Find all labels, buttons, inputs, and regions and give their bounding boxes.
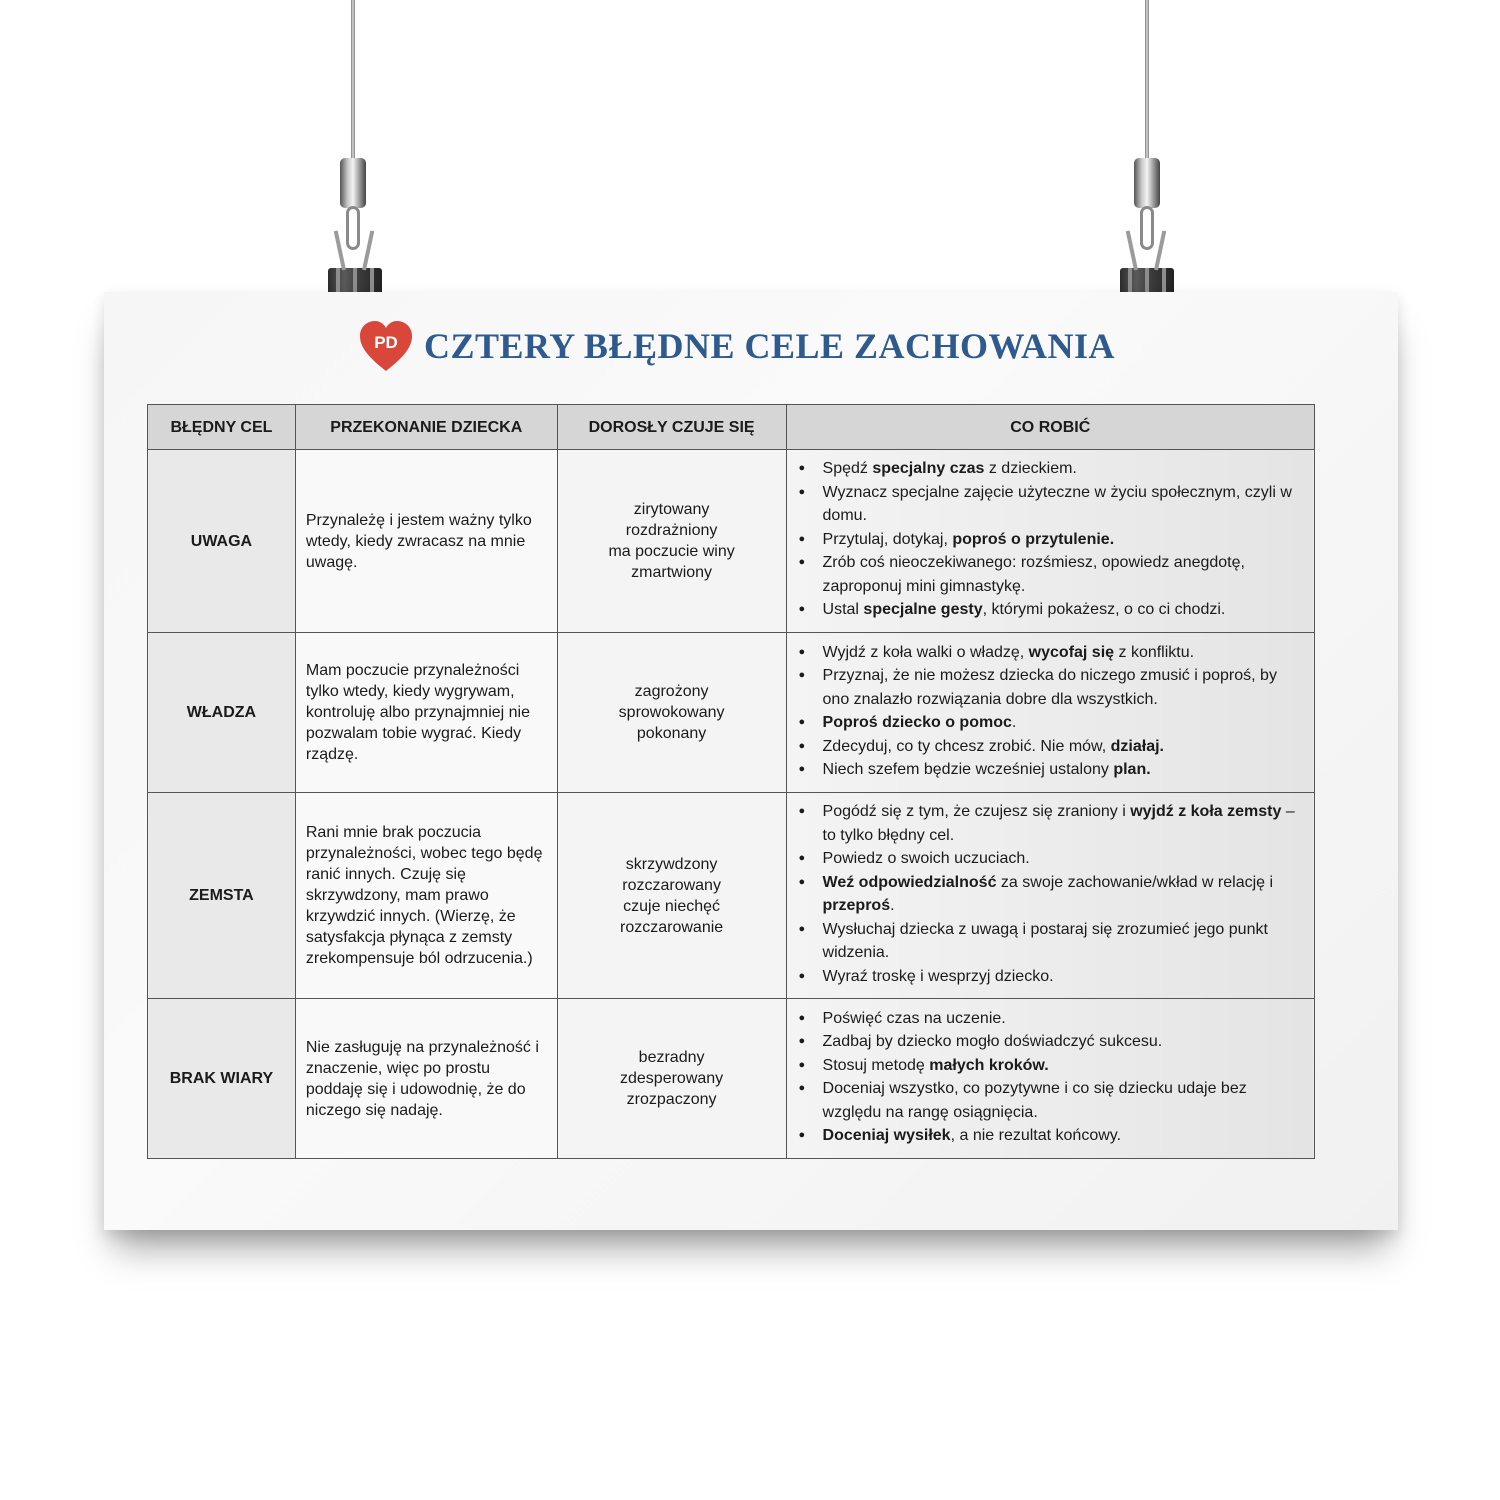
action-text: Zadbaj by dziecko mogło doświadczyć sukcesu.: [822, 1033, 1163, 1050]
action-item: [793, 1030, 1308, 1054]
belief-cell: Rani mnie brak poczucia przynależności, wobec tego będę ranić innych. Czuję się skrzywdzony, mam prawo krzywdzić innych. (Wierzę, że satysfakcja płynąca z zemsty zrekompensuje ból odrzucenia.): [295, 793, 557, 999]
feeling-item: czuje niechęć: [623, 897, 721, 915]
action-text-bold: wycofaj się: [1028, 643, 1115, 661]
action-text-bold: wyjdź z koła zemsty: [1130, 803, 1282, 820]
action-text: Przytulaj, dotykaj,: [822, 530, 953, 548]
belief-cell: Przynależę i jestem ważny tylko wtedy, kiedy zwracasz na mnie uwagę.: [295, 450, 557, 633]
poster: [104, 292, 1398, 1230]
action-item: [793, 481, 1308, 528]
actions-cell: [786, 793, 1314, 999]
action-item: [793, 1077, 1308, 1124]
action-text: Niech szefem będzie wcześniej ustalony: [822, 761, 1114, 778]
action-text: Spędź: [822, 460, 873, 478]
feeling-item: zirytowany: [633, 501, 710, 518]
action-text: , którymi pokażesz, o co ci chodzi.: [982, 601, 1226, 619]
feeling-item: rozdrażniony: [625, 522, 718, 539]
hanging-wire-right: [1145, 0, 1149, 165]
feeling-item: zagrożony: [634, 683, 709, 700]
action-text-bold: poproś o przytulenie.: [952, 530, 1115, 548]
goal-cell: BRAK WIARY: [148, 999, 296, 1159]
action-item: [793, 711, 1308, 735]
feeling-item: skrzywdzony: [625, 855, 718, 873]
action-text: Poświęć czas na uczenie.: [822, 1009, 1006, 1027]
table-row: [148, 450, 1315, 633]
action-text: Wyjdź z koła walki o władzę,: [822, 643, 1029, 661]
action-text: .: [890, 897, 895, 914]
actions-cell: [786, 633, 1314, 793]
action-text: Powiedz o swoich uczuciach.: [822, 850, 1030, 867]
belief-cell: Mam poczucie przynależności tylko wtedy, kiedy wygrywam, kontroluję albo przynajmniej nie pozwalam tobie wygrać. Kiedy rządzę.: [295, 633, 557, 793]
action-item: [793, 457, 1308, 481]
table-row: [148, 793, 1315, 999]
table-row: [148, 999, 1315, 1159]
action-item: [793, 965, 1308, 989]
action-item: [793, 1054, 1308, 1078]
belief-cell: Nie zasługuję na przynależność i znaczenie, więc po prostu poddaję się i udowodnię, że do niczego się nadaję.: [295, 999, 557, 1159]
feelings-cell: [557, 633, 786, 793]
action-text: Pogódź się z tym, że czujesz się zraniony i: [822, 803, 1131, 820]
action-text-bold: małych kroków.: [929, 1056, 1049, 1074]
action-item: [793, 528, 1308, 552]
action-text: za swoje zachowanie/wkład w relację i: [996, 873, 1274, 891]
header-feelings: DOROSŁY CZUJE SIĘ: [557, 405, 786, 450]
action-text: Wysłuchaj dziecka z uwagą i postaraj się zrozumieć jego punkt widzenia.: [822, 920, 1268, 961]
header-goal: BŁĘDNY CEL: [148, 405, 296, 450]
action-text-bold: Weź odpowiedzialność: [822, 873, 997, 891]
action-item: [793, 758, 1308, 782]
header-belief: PRZEKONANIE DZIECKA: [295, 405, 557, 450]
goal-cell: UWAGA: [148, 450, 296, 633]
actions-cell: [786, 999, 1314, 1159]
wire-sleeve-left: [340, 158, 366, 208]
feeling-item: ma poczucie winy: [608, 543, 735, 560]
actions-list: [793, 800, 1308, 988]
actions-list: [793, 641, 1308, 782]
feeling-item: sprowokowany: [618, 704, 725, 721]
action-text: z dzieckiem.: [984, 460, 1077, 478]
goals-table: [147, 404, 1315, 1159]
feeling-item: zdesperowany: [620, 1070, 724, 1087]
action-item: [793, 598, 1308, 622]
wire-hook-left: [346, 206, 360, 250]
action-item: [793, 918, 1308, 965]
action-text: Wyznacz specjalne zajęcie użyteczne w życiu społecznym, czyli w domu.: [822, 483, 1292, 525]
header-actions: CO ROBIĆ: [786, 405, 1314, 450]
wire-sleeve-right: [1134, 158, 1160, 208]
action-text: – to tylko błędny cel.: [822, 803, 1295, 844]
feeling-item: zmartwiony: [631, 564, 713, 581]
action-text-bold: przeproś: [822, 897, 891, 914]
action-item: [793, 641, 1308, 665]
feelings-cell: [557, 999, 786, 1159]
action-text: .: [1011, 714, 1017, 731]
action-item: [793, 551, 1308, 598]
heart-logo-icon: [358, 319, 414, 373]
title-row: [358, 316, 1115, 376]
feeling-item: pokonany: [636, 725, 707, 742]
actions-list: [793, 457, 1308, 622]
action-text: Ustal: [822, 601, 864, 619]
action-item: [793, 871, 1308, 918]
action-item: [793, 800, 1308, 847]
wire-hook-right: [1140, 206, 1154, 250]
feeling-item: rozczarowanie: [620, 918, 724, 936]
action-text: , a nie rezultat końcowy.: [950, 1127, 1122, 1144]
action-text-bold: działaj.: [1110, 737, 1164, 755]
action-item: [793, 1007, 1308, 1031]
action-text-bold: Poproś dziecko o pomoc: [822, 714, 1012, 731]
actions-cell: [786, 450, 1314, 633]
actions-list: [793, 1007, 1308, 1148]
action-item: [793, 847, 1308, 871]
action-item: [793, 735, 1308, 759]
action-text-bold: specjalny czas: [872, 460, 985, 478]
feelings-cell: [557, 793, 786, 999]
goal-cell: WŁADZA: [148, 633, 296, 793]
feeling-item: bezradny: [638, 1049, 705, 1066]
logo-text: PD: [374, 333, 398, 352]
goal-cell: ZEMSTA: [148, 793, 296, 999]
feeling-item: rozczarowany: [622, 876, 721, 894]
action-text-bold: Doceniaj wysiłek: [822, 1127, 951, 1144]
action-item: [793, 1124, 1308, 1148]
action-text-bold: plan.: [1113, 761, 1151, 778]
feeling-item: zrozpaczony: [626, 1091, 717, 1108]
action-item: [793, 664, 1308, 711]
action-text: Doceniaj wszystko, co pozytywne i co się dziecku udaje bez względu na rangę osiągnięcia.: [822, 1080, 1247, 1121]
feelings-cell: [557, 450, 786, 633]
table-row: [148, 633, 1315, 793]
hanging-wire-left: [351, 0, 355, 165]
action-text: Stosuj metodę: [822, 1056, 930, 1074]
action-text: Zrób coś nieoczekiwanego: rozśmiesz, opowiedz anegdotę, zaproponuj mini gimnastykę.: [822, 554, 1245, 595]
action-text: z konfliktu.: [1114, 643, 1195, 661]
action-text: Wyraź troskę i wesprzyj dziecko.: [822, 967, 1054, 985]
action-text: Zdecyduj, co ty chcesz zrobić. Nie mów,: [822, 737, 1111, 755]
action-text: Przyznaj, że nie możesz dziecka do niczego zmusić i poproś, by ono znalazło rozwiązania dobre dla wszystkich.: [822, 667, 1277, 708]
page-title: CZTERY BŁĘDNE CELE ZACHOWANIA: [424, 326, 1116, 366]
table-header-row: [148, 405, 1315, 450]
action-text-bold: specjalne gesty: [863, 601, 983, 619]
